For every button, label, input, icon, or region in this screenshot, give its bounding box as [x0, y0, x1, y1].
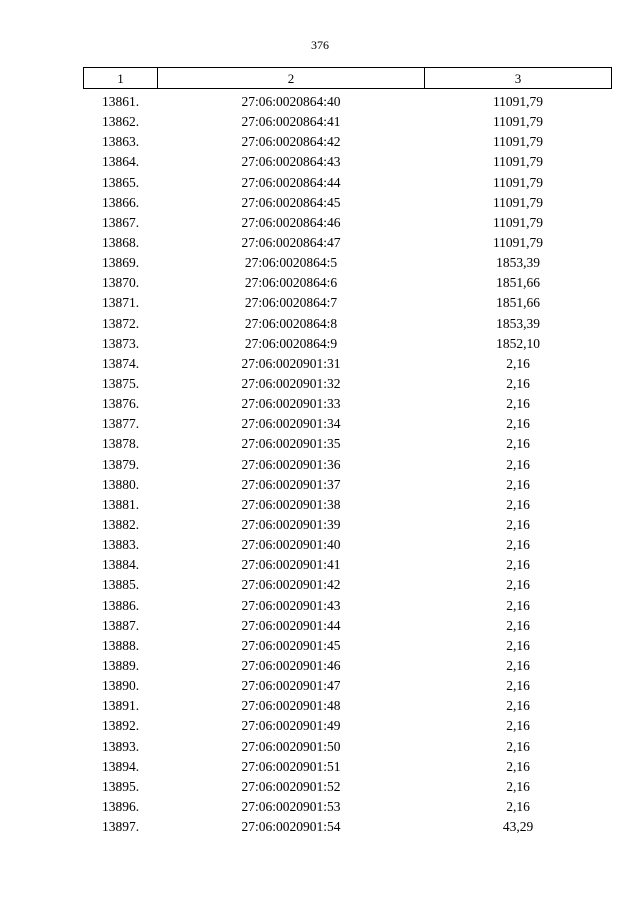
cadastral-number-cell: 27:06:0020901:46 — [241, 658, 341, 673]
row-number-cell: 13890. — [101, 678, 140, 694]
row-number-cell: 13872. — [101, 315, 140, 331]
cadastral-number-cell: 27:06:0020901:34 — [241, 416, 341, 432]
cadastral-number-cell: 27:06:0020901:37 — [241, 476, 341, 492]
value-cell: 2,16 — [506, 658, 530, 673]
cadastral-number-cell: 27:06:0020901:38 — [241, 496, 341, 512]
row-number-cell: 13891. — [101, 698, 140, 714]
value-cell: 2,16 — [506, 678, 530, 694]
table-row — [84, 475, 612, 495]
value-cell: 11091,79 — [492, 235, 544, 251]
cadastral-number-cell: 27:06:0020901:41 — [241, 557, 341, 573]
row-number-cell: 13876. — [101, 396, 140, 412]
value-cell: 1853,39 — [496, 315, 540, 331]
row-number-cell: 13861. — [101, 94, 140, 110]
row-number-cell: 13878. — [101, 436, 140, 452]
cadastral-number-cell: 27:06:0020864:41 — [241, 114, 341, 130]
table-row — [84, 797, 612, 817]
value-cell: 11091,79 — [492, 214, 544, 230]
row-number-cell: 13895. — [101, 778, 140, 794]
table-row — [84, 89, 612, 113]
cadastral-number-cell: 27:06:0020864:6 — [244, 275, 338, 291]
value-cell: 2,16 — [506, 718, 530, 734]
page-number: 376 — [311, 38, 329, 52]
cadastral-number-cell: 27:06:0020901:49 — [241, 718, 341, 734]
row-number-cell: 13862. — [101, 114, 140, 130]
row-number-cell: 13870. — [101, 275, 140, 291]
row-number-cell: 13892. — [101, 718, 140, 734]
value-cell: 2,16 — [506, 456, 530, 472]
table-row — [84, 656, 612, 676]
row-number-cell: 13893. — [101, 738, 140, 754]
table-row — [84, 394, 612, 414]
value-cell: 11091,79 — [492, 174, 544, 190]
value-cell: 2,16 — [506, 698, 530, 714]
cadastral-number-cell: 27:06:0020864:44 — [241, 174, 341, 190]
cadastral-number-cell: 27:06:0020864:7 — [244, 295, 338, 311]
table-header-row — [84, 68, 612, 89]
value-cell: 1853,39 — [496, 255, 540, 271]
cadastral-number-cell: 27:06:0020901:39 — [241, 517, 341, 533]
value-cell: 2,16 — [506, 617, 530, 633]
value-cell: 2,16 — [506, 557, 530, 573]
table-row — [84, 253, 612, 273]
value-cell: 2,16 — [506, 476, 530, 492]
cadastral-number-cell: 27:06:0020901:53 — [241, 798, 341, 814]
table-row — [84, 575, 612, 595]
value-cell: 2,16 — [506, 517, 530, 533]
cadastral-number-cell: 27:06:0020864:40 — [241, 94, 341, 110]
row-number-cell: 13867. — [101, 214, 140, 230]
row-number-cell: 13865. — [101, 174, 140, 190]
cadastral-number-cell: 27:06:0020864:45 — [241, 194, 341, 210]
table-row — [84, 233, 612, 253]
table-row — [84, 676, 612, 696]
value-cell: 2,16 — [506, 738, 530, 754]
table-row — [84, 616, 612, 636]
row-number-cell: 13886. — [101, 597, 140, 613]
row-number-cell: 13883. — [101, 537, 140, 553]
row-number-cell: 13881. — [101, 496, 140, 512]
cadastral-number-cell: 27:06:0020864:9 — [244, 335, 338, 351]
column-header-1: 1 — [84, 68, 158, 89]
cadastral-number-cell: 27:06:0020901:50 — [241, 738, 341, 754]
row-number-cell: 13873. — [101, 335, 140, 351]
data-table — [83, 67, 612, 837]
table-row — [84, 455, 612, 475]
value-cell: 2,16 — [506, 597, 530, 613]
table-row — [84, 193, 612, 213]
value-cell: 2,16 — [506, 416, 530, 432]
cadastral-number-cell: 27:06:0020901:43 — [241, 597, 341, 613]
table-row — [84, 273, 612, 293]
row-number-cell: 13887. — [101, 617, 140, 633]
row-number-cell: 13879. — [101, 456, 140, 472]
cadastral-number-cell: 27:06:0020901:47 — [241, 678, 341, 694]
cadastral-number-cell: 27:06:0020901:32 — [241, 376, 341, 392]
cadastral-number-cell: 27:06:0020901:33 — [241, 396, 341, 412]
value-cell: 2,16 — [506, 376, 530, 392]
row-number-cell: 13863. — [101, 134, 140, 150]
value-cell: 2,16 — [506, 577, 530, 593]
value-cell: 1851,66 — [496, 275, 540, 291]
value-cell: 2,16 — [506, 637, 530, 653]
value-cell: 2,16 — [506, 758, 530, 774]
value-cell: 43,29 — [502, 819, 534, 835]
table-row — [84, 777, 612, 797]
row-number-cell: 13874. — [101, 355, 140, 371]
table-row — [84, 213, 612, 233]
value-cell: 11091,79 — [492, 114, 544, 130]
table-row — [84, 696, 612, 716]
table-row — [84, 173, 612, 193]
table-row — [84, 414, 612, 434]
cadastral-number-cell: 27:06:0020864:46 — [241, 214, 341, 230]
value-cell: 2,16 — [506, 436, 530, 452]
cadastral-number-cell: 27:06:0020901:35 — [241, 436, 341, 452]
table-row — [84, 152, 612, 172]
table-row — [84, 757, 612, 777]
table-row — [84, 374, 612, 394]
row-number-cell: 13894. — [101, 758, 140, 774]
value-cell: 1852,10 — [496, 335, 540, 351]
table-row — [84, 112, 612, 132]
row-number-cell: 13875. — [101, 376, 140, 392]
cadastral-number-cell: 27:06:0020901:52 — [241, 778, 341, 794]
row-number-cell: 13889. — [101, 658, 140, 673]
cadastral-number-cell: 27:06:0020864:47 — [241, 235, 341, 251]
table-row — [84, 515, 612, 535]
table-row — [84, 495, 612, 515]
table-row — [84, 737, 612, 757]
table-body — [84, 89, 612, 838]
table-row — [84, 555, 612, 575]
cadastral-number-cell: 27:06:0020864:43 — [241, 154, 341, 170]
value-cell: 2,16 — [506, 778, 530, 794]
cadastral-number-cell: 27:06:0020864:8 — [244, 315, 338, 331]
row-number-cell: 13869. — [101, 255, 140, 271]
table-row — [84, 314, 612, 334]
row-number-cell: 13888. — [101, 637, 140, 653]
cadastral-number-cell: 27:06:0020901:44 — [241, 617, 341, 633]
row-number-cell: 13885. — [101, 577, 140, 593]
row-number-cell: 13868. — [101, 235, 140, 251]
value-cell: 11091,79 — [492, 134, 544, 150]
table-row — [84, 293, 612, 313]
value-cell: 2,16 — [506, 496, 530, 512]
cadastral-number-cell: 27:06:0020901:40 — [241, 537, 341, 553]
value-cell: 2,16 — [506, 798, 530, 814]
table-row — [84, 434, 612, 454]
row-number-cell: 13871. — [101, 295, 140, 311]
cadastral-number-cell: 27:06:0020901:42 — [241, 577, 341, 593]
table-row — [84, 716, 612, 736]
table-row — [84, 535, 612, 555]
table-row — [84, 596, 612, 616]
row-number-cell: 13864. — [101, 154, 140, 170]
value-cell: 2,16 — [506, 355, 530, 371]
row-number-cell: 13882. — [101, 517, 140, 533]
value-cell: 11091,79 — [492, 94, 544, 110]
row-number-cell: 13897. — [101, 819, 140, 835]
table-row — [84, 817, 612, 837]
row-number-cell: 13866. — [101, 194, 140, 210]
value-cell: 2,16 — [506, 537, 530, 553]
column-header-2: 2 — [158, 68, 425, 89]
table-row — [84, 354, 612, 374]
value-cell: 11091,79 — [492, 154, 544, 170]
cadastral-number-cell: 27:06:0020864:5 — [244, 255, 338, 271]
cadastral-number-cell: 27:06:0020901:36 — [241, 456, 341, 472]
row-number-cell: 13877. — [101, 416, 140, 432]
value-cell: 11091,79 — [492, 194, 544, 210]
row-number-cell: 13896. — [101, 798, 140, 814]
cadastral-number-cell: 27:06:0020901:48 — [241, 698, 341, 714]
cadastral-number-cell: 27:06:0020901:45 — [241, 637, 341, 653]
column-header-3: 3 — [425, 68, 612, 89]
cadastral-number-cell: 27:06:0020901:31 — [241, 355, 341, 371]
cadastral-number-cell: 27:06:0020901:54 — [241, 819, 341, 835]
cadastral-number-cell: 27:06:0020901:51 — [241, 758, 341, 774]
row-number-cell: 13884. — [101, 557, 140, 573]
cadastral-number-cell: 27:06:0020864:42 — [241, 134, 341, 150]
table-row — [84, 132, 612, 152]
table-row — [84, 334, 612, 354]
row-number-cell: 13880. — [101, 476, 140, 492]
value-cell: 2,16 — [506, 396, 530, 412]
table-header — [84, 68, 612, 89]
value-cell: 1851,66 — [496, 295, 540, 311]
table-row — [84, 636, 612, 656]
